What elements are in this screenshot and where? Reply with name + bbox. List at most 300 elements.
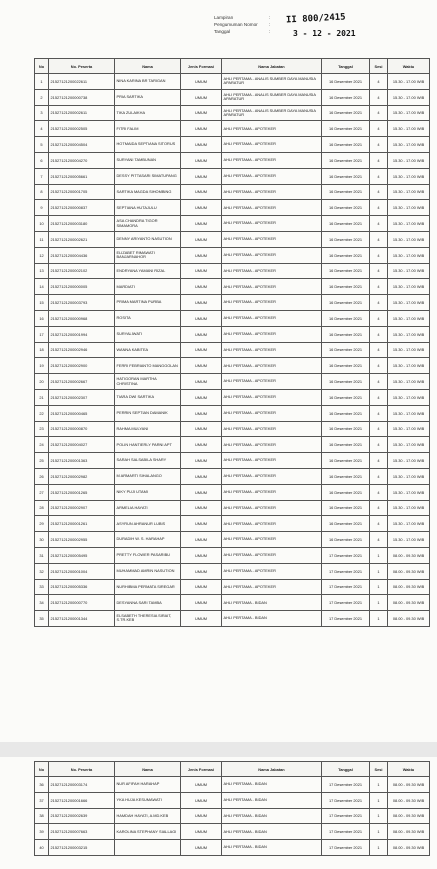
- cell-jenis-formasi: UMUM: [181, 152, 222, 168]
- handwritten-nomor: [286, 12, 346, 25]
- cell-no: 17: [35, 326, 49, 342]
- cell-waktu: 08.00 - 09.30 WIB: [388, 611, 430, 627]
- cell-no: 22: [35, 405, 49, 421]
- cell-waktu: 08.00 - 09.30 WIB: [388, 777, 430, 793]
- cell-no: 13: [35, 263, 49, 279]
- cell-no: 11: [35, 231, 49, 247]
- cell-sesi: 4: [370, 168, 388, 184]
- cell-nama: NUR AFIFAH HARAHAP: [115, 777, 181, 793]
- cell-no-peserta: 21527121200002621: [49, 231, 115, 247]
- cell-no: 20: [35, 374, 49, 390]
- table-row: [35, 137, 430, 153]
- cell-waktu: 15.30 - 17.00 WIB: [388, 405, 430, 421]
- table-row: [35, 792, 430, 808]
- cell-sesi: 4: [370, 74, 388, 90]
- cell-nama-jabatan: AHLI PERTAMA - APOTEKER: [222, 263, 322, 279]
- cell-nama-jabatan: AHLI PERTAMA - APOTEKER: [222, 547, 322, 563]
- cell-nama: PRETTY FLOWER PASARIBU: [115, 547, 181, 563]
- cell-nama: ELSABETH THERESIA SIRAIT, S.TR.KEB: [115, 611, 181, 627]
- cell-sesi: 1: [370, 595, 388, 611]
- cell-nama-jabatan: AHLI PERTAMA - BIDAN: [222, 611, 322, 627]
- cell-nama-jabatan: AHLI PERTAMA - APOTEKER: [222, 168, 322, 184]
- table-row: [35, 840, 430, 856]
- cell-jenis-formasi: UMUM: [181, 611, 222, 627]
- cell-no: 18: [35, 342, 49, 358]
- cell-no: 8: [35, 184, 49, 200]
- cell-waktu: 08.00 - 09.30 WIB: [388, 808, 430, 824]
- cell-waktu: 15.30 - 17.00 WIB: [388, 389, 430, 405]
- table-row: [35, 547, 430, 563]
- cell-sesi: 4: [370, 453, 388, 469]
- cell-no: 27: [35, 484, 49, 500]
- cell-nama-jabatan: AHLI PERTAMA - APOTEKER: [222, 468, 322, 484]
- cell-jenis-formasi: UMUM: [181, 200, 222, 216]
- cell-jenis-formasi: UMUM: [181, 263, 222, 279]
- table-row: [35, 532, 430, 548]
- cell-nama-jabatan: AHLI PERTAMA - APOTEKER: [222, 579, 322, 595]
- cell-sesi: 4: [370, 342, 388, 358]
- table-row: [35, 231, 430, 247]
- cell-nama: SARAH SALSABILA SHARY: [115, 453, 181, 469]
- cell-nama-jabatan: AHLI PERTAMA - BIDAN: [222, 777, 322, 793]
- cell-nama-jabatan: AHLI PERTAMA - APOTEKER: [222, 532, 322, 548]
- cell-jenis-formasi: UMUM: [181, 595, 222, 611]
- cell-tanggal: 16 Desember 2021: [322, 500, 370, 516]
- cell-nama: MARDIATI: [115, 279, 181, 295]
- cell-waktu: 15.30 - 17.00 WIB: [388, 358, 430, 374]
- cell-no: 38: [35, 808, 49, 824]
- table-body: [35, 74, 430, 627]
- cell-no-peserta: 21527121200002946: [49, 342, 115, 358]
- cell-sesi: 1: [370, 611, 388, 627]
- column-header-nama: Nama: [115, 59, 181, 74]
- cell-no: 32: [35, 563, 49, 579]
- cell-waktu: 15.30 - 17.00 WIB: [388, 152, 430, 168]
- cell-waktu: 08.00 - 09.30 WIB: [388, 579, 430, 595]
- cell-nama-jabatan: AHLI PERTAMA - BIDAN: [222, 595, 322, 611]
- table-row: [35, 595, 430, 611]
- cell-jenis-formasi: UMUM: [181, 405, 222, 421]
- cell-nama-jabatan: AHLI PERTAMA - APOTEKER: [222, 231, 322, 247]
- cell-tanggal: 16 Desember 2021: [322, 137, 370, 153]
- cell-waktu: 15.30 - 17.00 WIB: [388, 263, 430, 279]
- cell-jenis-formasi: UMUM: [181, 547, 222, 563]
- cell-no-peserta: 21527121200001265: [49, 484, 115, 500]
- column-header-waktu: Waktu: [388, 59, 430, 74]
- table-row: [35, 500, 430, 516]
- cell-jenis-formasi: UMUM: [181, 295, 222, 311]
- table-row: [35, 184, 430, 200]
- cell-nama-jabatan: AHLI PERTAMA - APOTEKER: [222, 500, 322, 516]
- cell-no: 16: [35, 310, 49, 326]
- cell-sesi: 4: [370, 532, 388, 548]
- cell-sesi: 4: [370, 279, 388, 295]
- cell-tanggal: 16 Desember 2021: [322, 516, 370, 532]
- cell-jenis-formasi: UMUM: [181, 516, 222, 532]
- tanggal-label: Tanggal: [214, 29, 231, 34]
- cell-jenis-formasi: UMUM: [181, 532, 222, 548]
- cell-nama: TIKA ZULAIKHA: [115, 105, 181, 121]
- cell-no-peserta: 21527121200000465: [49, 405, 115, 421]
- cell-jenis-formasi: UMUM: [181, 184, 222, 200]
- table-row: [35, 295, 430, 311]
- cell-tanggal: 16 Desember 2021: [322, 74, 370, 90]
- cell-nama: M ARMARTI SIHALANGO: [115, 468, 181, 484]
- cell-nama: PRIA SARTIKA: [115, 89, 181, 105]
- cell-tanggal: 16 Desember 2021: [322, 295, 370, 311]
- cell-no-peserta: 21527121200002955: [49, 532, 115, 548]
- cell-sesi: 4: [370, 421, 388, 437]
- cell-jenis-formasi: UMUM: [181, 824, 222, 840]
- cell-nama: DENNY ARIYANTO NASUTION: [115, 231, 181, 247]
- cell-nama-jabatan: AHLI PERTAMA - ANALIS SUMBER DAYA MANUSIA APARATUR: [222, 74, 322, 90]
- cell-tanggal: 16 Desember 2021: [322, 216, 370, 232]
- cell-sesi: 1: [370, 808, 388, 824]
- table-body: [35, 777, 430, 856]
- cell-jenis-formasi: UMUM: [181, 579, 222, 595]
- table-row: [35, 516, 430, 532]
- cell-tanggal: 16 Desember 2021: [322, 532, 370, 548]
- cell-no-peserta: 21527121200000837: [49, 200, 115, 216]
- pengumuman-nomor-label: Pengumuman Nomor: [214, 22, 258, 27]
- cell-tanggal: 16 Desember 2021: [322, 405, 370, 421]
- cell-no: 3: [35, 105, 49, 121]
- cell-nama-jabatan: AHLI PERTAMA - APOTEKER: [222, 437, 322, 453]
- cell-no-peserta: 21527121200003180: [49, 216, 115, 232]
- cell-jenis-formasi: UMUM: [181, 453, 222, 469]
- cell-sesi: 4: [370, 184, 388, 200]
- table-row: [35, 310, 430, 326]
- cell-nama-jabatan: AHLI PERTAMA - ANALIS SUMBER DAYA MANUSIA APARATUR: [222, 89, 322, 105]
- cell-no: 34: [35, 595, 49, 611]
- column-header-nama-jabatan: Nama Jabatan: [222, 59, 322, 74]
- cell-nama: NIKY PUJI UTAMI: [115, 484, 181, 500]
- cell-waktu: 15.30 - 17.00 WIB: [388, 121, 430, 137]
- cell-no: 29: [35, 516, 49, 532]
- cell-no-peserta: 21527121200000968: [49, 310, 115, 326]
- cell-tanggal: 16 Desember 2021: [322, 184, 370, 200]
- cell-jenis-formasi: UMUM: [181, 89, 222, 105]
- cell-nama: SARTIKA MAGDA SIHOMBING: [115, 184, 181, 200]
- document-header: [214, 14, 270, 35]
- cell-jenis-formasi: UMUM: [181, 137, 222, 153]
- cell-nama: [115, 840, 181, 856]
- cell-no: 31: [35, 547, 49, 563]
- cell-jenis-formasi: UMUM: [181, 342, 222, 358]
- cell-nama-jabatan: AHLI PERTAMA - BIDAN: [222, 840, 322, 856]
- cell-tanggal: 17 Desember 2021: [322, 611, 370, 627]
- cell-jenis-formasi: UMUM: [181, 421, 222, 437]
- cell-nama-jabatan: AHLI PERTAMA - APOTEKER: [222, 374, 322, 390]
- cell-no: 33: [35, 579, 49, 595]
- cell-jenis-formasi: UMUM: [181, 500, 222, 516]
- cell-nama-jabatan: AHLI PERTAMA - APOTEKER: [222, 310, 322, 326]
- cell-sesi: 4: [370, 326, 388, 342]
- cell-sesi: 4: [370, 358, 388, 374]
- cell-nama: SURYALIWATI: [115, 326, 181, 342]
- cell-nama: PRIMA MARTINA PURBA: [115, 295, 181, 311]
- cell-nama: SURYANI TAMBUNAN: [115, 152, 181, 168]
- cell-waktu: 15.30 - 17.00 WIB: [388, 374, 430, 390]
- cell-nama: TIARA DWI SARTIKA: [115, 389, 181, 405]
- cell-tanggal: 16 Desember 2021: [322, 389, 370, 405]
- cell-no-peserta: 21527121200007663: [49, 824, 115, 840]
- cell-no-peserta: 21527121200000005: [49, 279, 115, 295]
- table-row: [35, 105, 430, 121]
- cell-sesi: 4: [370, 516, 388, 532]
- colon: :: [269, 15, 271, 20]
- cell-no: 37: [35, 792, 49, 808]
- cell-tanggal: 16 Desember 2021: [322, 152, 370, 168]
- cell-waktu: 15.30 - 17.00 WIB: [388, 200, 430, 216]
- cell-nama-jabatan: AHLI PERTAMA - APOTEKER: [222, 295, 322, 311]
- cell-waktu: 15.30 - 17.00 WIB: [388, 453, 430, 469]
- cell-no-peserta: 21527121200004504: [49, 137, 115, 153]
- cell-sesi: 4: [370, 389, 388, 405]
- cell-no-peserta: 21527121200002307: [49, 389, 115, 405]
- cell-jenis-formasi: UMUM: [181, 168, 222, 184]
- cell-waktu: 15.30 - 17.00 WIB: [388, 105, 430, 121]
- table-row: [35, 579, 430, 595]
- cell-no: 35: [35, 611, 49, 627]
- cell-jenis-formasi: UMUM: [181, 279, 222, 295]
- cell-tanggal: 16 Desember 2021: [322, 484, 370, 500]
- cell-waktu: 15.30 - 17.00 WIB: [388, 516, 430, 532]
- cell-waktu: 15.30 - 17.00 WIB: [388, 421, 430, 437]
- cell-no: 24: [35, 437, 49, 453]
- cell-nama: ARMELIA HAYATI: [115, 500, 181, 516]
- table-row: [35, 121, 430, 137]
- cell-tanggal: 16 Desember 2021: [322, 342, 370, 358]
- cell-waktu: 08.00 - 09.30 WIB: [388, 792, 430, 808]
- cell-sesi: 1: [370, 824, 388, 840]
- cell-no-peserta: 21527121200004027: [49, 437, 115, 453]
- cell-jenis-formasi: UMUM: [181, 389, 222, 405]
- cell-no-peserta: 21527121200001363: [49, 453, 115, 469]
- cell-no: 5: [35, 137, 49, 153]
- cell-no-peserta: 21527121200001004: [49, 563, 115, 579]
- cell-sesi: 4: [370, 137, 388, 153]
- cell-sesi: 4: [370, 105, 388, 121]
- cell-sesi: 4: [370, 374, 388, 390]
- cell-nama-jabatan: AHLI PERTAMA - APOTEKER: [222, 358, 322, 374]
- cell-no: 1: [35, 74, 49, 90]
- cell-nama: ASA CHANDRA TIGOR SIMAMORA: [115, 216, 181, 232]
- cell-sesi: 1: [370, 579, 388, 595]
- table-row: [35, 563, 430, 579]
- cell-nama: KAROLINA STEPHANY SIALLAGI: [115, 824, 181, 840]
- cell-no: 21: [35, 389, 49, 405]
- cell-nama-jabatan: AHLI PERTAMA - APOTEKER: [222, 137, 322, 153]
- cell-nama: WANNA KABITEA: [115, 342, 181, 358]
- cell-nama: DURADIH W. S. HARAHAP: [115, 532, 181, 548]
- cell-tanggal: 17 Desember 2021: [322, 563, 370, 579]
- cell-nama-jabatan: AHLI PERTAMA - APOTEKER: [222, 421, 322, 437]
- cell-jenis-formasi: UMUM: [181, 563, 222, 579]
- cell-tanggal: 16 Desember 2021: [322, 468, 370, 484]
- cell-sesi: 4: [370, 295, 388, 311]
- table-row: [35, 74, 430, 90]
- cell-sesi: 4: [370, 231, 388, 247]
- cell-sesi: 4: [370, 216, 388, 232]
- cell-nama: FITRI FALIM: [115, 121, 181, 137]
- cell-no-peserta: 21527121200000738: [49, 89, 115, 105]
- table-row: [35, 89, 430, 105]
- participant-table-page-2: [34, 761, 430, 856]
- document-page-2: [0, 757, 437, 869]
- cell-tanggal: 16 Desember 2021: [322, 263, 370, 279]
- cell-no-peserta: 21527121200001705: [49, 184, 115, 200]
- cell-no-peserta: 21527121200002505: [49, 121, 115, 137]
- cell-tanggal: 16 Desember 2021: [322, 89, 370, 105]
- lampiran-label: Lampiran: [214, 15, 234, 20]
- cell-sesi: 4: [370, 484, 388, 500]
- cell-no: 10: [35, 216, 49, 232]
- column-header-nama-jabatan: Nama Jabatan: [222, 762, 322, 777]
- cell-sesi: 4: [370, 152, 388, 168]
- cell-waktu: 08.00 - 09.30 WIB: [388, 840, 430, 856]
- table-row: [35, 421, 430, 437]
- table-row: [35, 279, 430, 295]
- cell-waktu: 15.30 - 17.00 WIB: [388, 231, 430, 247]
- handwritten-tanggal: 3 - 12 - 2021: [293, 29, 356, 38]
- cell-jenis-formasi: UMUM: [181, 231, 222, 247]
- cell-no-peserta: 21527121200000870: [49, 421, 115, 437]
- cell-sesi: 1: [370, 840, 388, 856]
- cell-sesi: 4: [370, 500, 388, 516]
- cell-nama-jabatan: AHLI PERTAMA - APOTEKER: [222, 184, 322, 200]
- cell-jenis-formasi: UMUM: [181, 74, 222, 90]
- cell-tanggal: 17 Desember 2021: [322, 808, 370, 824]
- cell-jenis-formasi: UMUM: [181, 247, 222, 263]
- table-row: [35, 358, 430, 374]
- cell-no: 39: [35, 824, 49, 840]
- cell-waktu: 08.00 - 09.30 WIB: [388, 824, 430, 840]
- participant-table-page-1: [34, 58, 430, 627]
- cell-tanggal: 16 Desember 2021: [322, 279, 370, 295]
- cell-sesi: 1: [370, 777, 388, 793]
- cell-no-peserta: 21527121200005495: [49, 547, 115, 563]
- cell-waktu: 15.30 - 17.00 WIB: [388, 184, 430, 200]
- table-row: [35, 200, 430, 216]
- cell-jenis-formasi: UMUM: [181, 374, 222, 390]
- cell-sesi: 4: [370, 121, 388, 137]
- cell-no: 23: [35, 421, 49, 437]
- cell-nama: DESYANNA SARI TAMBA: [115, 595, 181, 611]
- cell-sesi: 1: [370, 563, 388, 579]
- cell-no-peserta: 21527121200022611: [49, 74, 115, 90]
- table-row: [35, 247, 430, 263]
- cell-nama: HATIGORAN MARTHA CHRISTINA: [115, 374, 181, 390]
- cell-no-peserta: 21527121200004436: [49, 247, 115, 263]
- cell-no: 9: [35, 200, 49, 216]
- cell-nama: DESSY PITTASARI SIMATUPANG: [115, 168, 181, 184]
- cell-waktu: 15.30 - 17.00 WIB: [388, 500, 430, 516]
- cell-nama: ROSITA: [115, 310, 181, 326]
- column-header-waktu: Waktu: [388, 762, 430, 777]
- cell-jenis-formasi: UMUM: [181, 326, 222, 342]
- cell-nama-jabatan: AHLI PERTAMA - APOTEKER: [222, 200, 322, 216]
- column-header-no: No: [35, 59, 49, 74]
- cell-tanggal: 16 Desember 2021: [322, 453, 370, 469]
- cell-no: 19: [35, 358, 49, 374]
- table-row: [35, 263, 430, 279]
- cell-nama: ENDRYANA YAMANI RIZAL: [115, 263, 181, 279]
- cell-no-peserta: 21527121200002639: [49, 808, 115, 824]
- cell-tanggal: 16 Desember 2021: [322, 358, 370, 374]
- cell-tanggal: 17 Desember 2021: [322, 595, 370, 611]
- table-row: [35, 216, 430, 232]
- colon: :: [269, 22, 271, 27]
- cell-sesi: 4: [370, 468, 388, 484]
- cell-nama-jabatan: AHLI PERTAMA - BIDAN: [222, 808, 322, 824]
- cell-sesi: 4: [370, 247, 388, 263]
- cell-nama: MUHAMMAD AMRIN NASUTION: [115, 563, 181, 579]
- cell-no-peserta: 21527121200002611: [49, 105, 115, 121]
- cell-no-peserta: 21527121200002667: [49, 374, 115, 390]
- cell-no: 15: [35, 295, 49, 311]
- cell-tanggal: 16 Desember 2021: [322, 200, 370, 216]
- cell-no-peserta: 21527121200003793: [49, 295, 115, 311]
- cell-nama: YKA HUJA KESUMAWATI: [115, 792, 181, 808]
- cell-no: 2: [35, 89, 49, 105]
- cell-nama: FERRI FEBRIANTO MANGGOLAN: [115, 358, 181, 374]
- table-row: [35, 168, 430, 184]
- cell-no-peserta: 21527121200001344: [49, 611, 115, 627]
- cell-tanggal: 16 Desember 2021: [322, 374, 370, 390]
- cell-no-peserta: 21527121200004270: [49, 152, 115, 168]
- cell-waktu: 15.30 - 17.00 WIB: [388, 216, 430, 232]
- cell-no: 40: [35, 840, 49, 856]
- cell-no-peserta: 21527121200001666: [49, 792, 115, 808]
- table-row: [35, 326, 430, 342]
- cell-nama-jabatan: AHLI PERTAMA - BIDAN: [222, 824, 322, 840]
- cell-no-peserta: 21527121200002102: [49, 263, 115, 279]
- cell-waktu: 15.30 - 17.00 WIB: [388, 468, 430, 484]
- cell-tanggal: 16 Desember 2021: [322, 437, 370, 453]
- cell-jenis-formasi: UMUM: [181, 437, 222, 453]
- table-header: [35, 59, 430, 74]
- column-header-tanggal: Tanggal: [322, 59, 370, 74]
- column-header-nama: Nama: [115, 762, 181, 777]
- table-row: [35, 777, 430, 793]
- cell-nama: POLIN HANTIERLY PARNI APT: [115, 437, 181, 453]
- cell-nama-jabatan: AHLI PERTAMA - APOTEKER: [222, 453, 322, 469]
- column-header-no: No: [35, 762, 49, 777]
- cell-no-peserta: 21527121200000770: [49, 595, 115, 611]
- cell-no-peserta: 21527121200001994: [49, 326, 115, 342]
- table-row: [35, 808, 430, 824]
- table-row: [35, 453, 430, 469]
- cell-sesi: 4: [370, 437, 388, 453]
- cell-tanggal: 16 Desember 2021: [322, 121, 370, 137]
- cell-no-peserta: 21527121200005661: [49, 168, 115, 184]
- column-header-no-peserta: No. Peserta: [49, 762, 115, 777]
- cell-waktu: 08.00 - 09.30 WIB: [388, 595, 430, 611]
- cell-nama-jabatan: AHLI PERTAMA - ANALIS SUMBER DAYA MANUSIA APARATUR: [222, 105, 322, 121]
- cell-tanggal: 16 Desember 2021: [322, 421, 370, 437]
- cell-nama-jabatan: AHLI PERTAMA - BIDAN: [222, 792, 322, 808]
- cell-waktu: 15.30 - 17.00 WIB: [388, 279, 430, 295]
- cell-nama: RAHMA MULYANI: [115, 421, 181, 437]
- column-header-no-peserta: No. Peserta: [49, 59, 115, 74]
- cell-tanggal: 17 Desember 2021: [322, 824, 370, 840]
- cell-nama-jabatan: AHLI PERTAMA - APOTEKER: [222, 279, 322, 295]
- cell-no-peserta: 21527121200002900: [49, 358, 115, 374]
- cell-sesi: 4: [370, 200, 388, 216]
- cell-nama-jabatan: AHLI PERTAMA - APOTEKER: [222, 563, 322, 579]
- cell-nama: NINA KARINA BR TARIGAN: [115, 74, 181, 90]
